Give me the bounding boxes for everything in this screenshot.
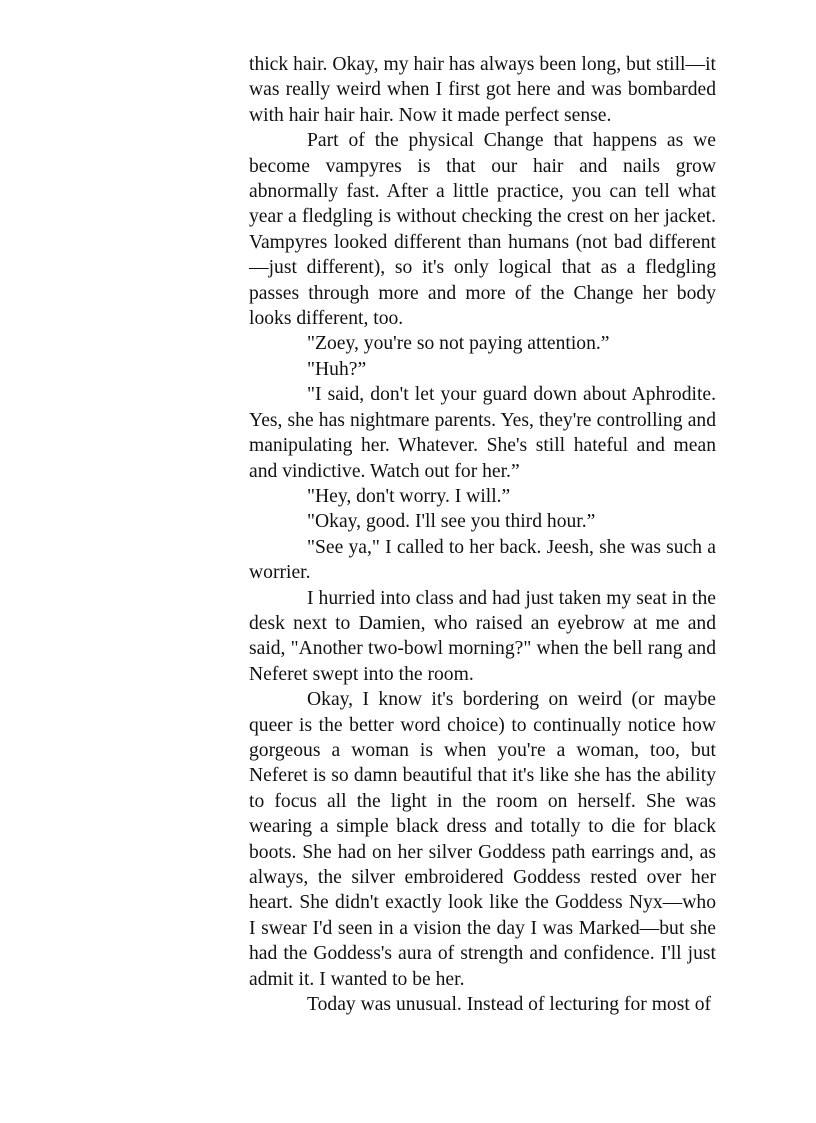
paragraph: "See ya," I called to her back. Jeesh, she was such a worrier. xyxy=(249,536,716,584)
paragraph: Okay, I know it's bordering on weird (or maybe queer is the better word choice) to continually notice how gorgeous a woman is when you're a woman, too, but Neferet is so damn beautiful that it's like she has the ability to focus all the light in the room on herself. She was wearing a simple black dress and totally to die for black boots. She had on her silver Goddess path earrings and, as always, the silver embroidered Goddess rested over her heart. She didn't exactly look like the Goddess Nyx—who I swear I'd seen in a vision the day I was Marked—but she had the Goddess's aura of strength and confidence. I'll just admit it. I wanted to be her. xyxy=(249,689,716,990)
paragraph: "Hey, don't worry. I will.” xyxy=(307,485,511,507)
paragraph: "Okay, good. I'll see you third hour.” xyxy=(307,511,596,533)
paragraph: "Zoey, you're so not paying attention.” xyxy=(307,333,610,355)
paragraph: "I said, don't let your guard down about Aphrodite. Yes, she has nightmare parents. Yes, they're controlling and manipulating her. Whatever. She's still hateful and mean and vindictive. Watch out for her.” xyxy=(249,384,716,482)
book-page-text xyxy=(249,52,716,1017)
paragraph: Today was unusual. Instead of lecturing for most of xyxy=(307,994,712,1016)
paragraph: "Huh?” xyxy=(307,358,367,380)
paragraph: Part of the physical Change that happens as we become vampyres is that our hair and nails grow abnormally fast. After a little practice, you can tell what year a fledgling is without checking the crest on her jacket. Vampyres looked different than humans (not bad different—just different), so it's only logical that as a fledgling passes through more and more of the Change her body looks different, too. xyxy=(249,130,716,330)
paragraph: thick hair. Okay, my hair has always been long, but still—it was really weird when I first got here and was bombarded with hair hair hair. Now it made perfect sense. xyxy=(249,54,716,126)
paragraph: I hurried into class and had just taken my seat in the desk next to Damien, who raised an eyebrow at me and said, "Another two-bowl morning?" when the bell rang and Neferet swept into the room. xyxy=(249,587,716,685)
